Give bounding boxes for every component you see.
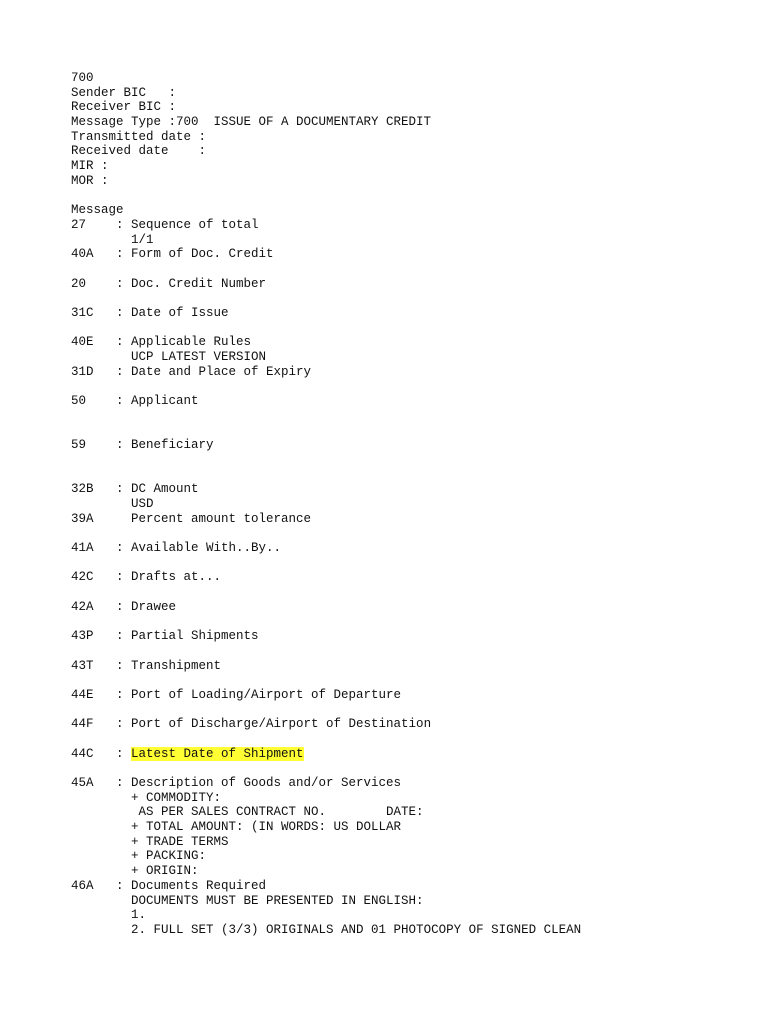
field-27 xyxy=(71,218,751,233)
goods-line xyxy=(71,791,751,806)
transmitted-date-line: Transmitted date : xyxy=(71,129,207,144)
field-40e xyxy=(71,335,751,350)
field-44e xyxy=(71,688,751,703)
received-date-line: Received date : xyxy=(71,144,207,159)
field-tag: 46A : xyxy=(71,878,132,893)
goods-text: AS PER SALES CONTRACT NO. DATE: xyxy=(131,805,424,820)
field-label: Form of Doc. Credit xyxy=(131,247,274,262)
documents-line xyxy=(71,894,751,909)
documents-line xyxy=(71,908,751,923)
field-label: Transhipment xyxy=(131,658,222,673)
message-heading: Message xyxy=(71,203,124,218)
goods-text: + PACKING: xyxy=(131,849,207,864)
field-label: Drawee xyxy=(131,599,177,614)
spacer xyxy=(71,526,751,541)
goods-text: + ORIGIN: xyxy=(131,864,199,879)
field-tag: 41A : xyxy=(71,541,132,555)
spacer xyxy=(71,409,751,424)
spacer xyxy=(71,189,751,204)
field-label: Available With..By.. xyxy=(131,541,282,555)
swift-mt700-document xyxy=(71,71,751,938)
field-32b-value xyxy=(71,497,751,512)
field-tag: 39A xyxy=(71,511,132,526)
spacer xyxy=(71,321,751,336)
goods-line xyxy=(71,849,751,864)
spacer xyxy=(71,614,751,629)
spacer xyxy=(71,424,751,439)
field-40e-value xyxy=(71,350,751,365)
field-tag: 40E : xyxy=(71,335,132,350)
field-44f xyxy=(71,717,751,732)
field-42c xyxy=(71,570,751,585)
field-32b xyxy=(71,482,751,497)
spacer xyxy=(71,262,751,277)
sender-bic-line: Sender BIC : xyxy=(71,85,177,100)
spacer xyxy=(71,453,751,468)
field-tag: 20 : xyxy=(71,276,132,291)
field-value: UCP LATEST VERSION xyxy=(131,350,267,365)
field-44c xyxy=(71,747,751,762)
mir-line: MIR : xyxy=(71,159,109,174)
field-41a xyxy=(71,541,751,556)
field-label: Date of Issue xyxy=(131,306,229,320)
spacer xyxy=(71,291,751,306)
message-type-line: Message Type :700 ISSUE OF A DOCUMENTARY CREDIT xyxy=(71,115,432,130)
field-label: Doc. Credit Number xyxy=(131,276,267,291)
spacer xyxy=(71,468,751,483)
goods-line xyxy=(71,820,751,835)
spacer xyxy=(71,585,751,600)
goods-line xyxy=(71,805,751,820)
spacer xyxy=(71,761,751,776)
spacer xyxy=(71,556,751,571)
goods-text: + TRADE TERMS xyxy=(131,834,229,849)
field-tag: 42C : xyxy=(71,570,132,585)
documents-text: 2. FULL SET (3/3) ORIGINALS AND 01 PHOTOCOPY OF SIGNED CLEAN xyxy=(131,922,582,937)
field-tag: 27 : xyxy=(71,217,132,232)
field-label: DC Amount xyxy=(131,482,199,497)
goods-line xyxy=(71,835,751,850)
field-label: Sequence of total xyxy=(131,217,259,232)
field-tag: 31C : xyxy=(71,306,132,320)
field-label: Partial Shipments xyxy=(131,629,259,644)
receiver-bic-line: Receiver BIC : xyxy=(71,100,177,115)
message-code: 700 xyxy=(71,71,94,85)
field-46a xyxy=(71,879,751,894)
field-value: USD xyxy=(131,496,154,511)
highlighted-label: Latest Date of Shipment xyxy=(131,746,304,761)
field-tag: 44C : xyxy=(71,746,132,761)
field-label: Port of Loading/Airport of Departure xyxy=(131,687,402,702)
spacer xyxy=(71,703,751,718)
field-label: Date and Place of Expiry xyxy=(131,364,312,379)
field-label: Port of Discharge/Airport of Destination xyxy=(131,717,432,732)
field-label: Documents Required xyxy=(131,878,267,893)
goods-text: + TOTAL AMOUNT: (IN WORDS: US DOLLAR xyxy=(131,820,402,835)
spacer xyxy=(71,732,751,747)
field-tag: 50 : xyxy=(71,394,132,409)
spacer xyxy=(71,379,751,394)
field-43p xyxy=(71,629,751,644)
field-31d xyxy=(71,365,751,380)
field-31c xyxy=(71,306,751,321)
field-tag: 44E : xyxy=(71,687,132,702)
field-27-value xyxy=(71,233,751,248)
field-label: Applicant xyxy=(131,394,199,409)
field-tag: 44F : xyxy=(71,717,132,732)
field-tag: 43T : xyxy=(71,658,132,673)
field-39a xyxy=(71,512,751,527)
goods-line xyxy=(71,864,751,879)
documents-text: 1. xyxy=(131,908,147,923)
field-tag: 31D : xyxy=(71,364,132,379)
field-label: Drafts at... xyxy=(131,570,222,585)
field-40a xyxy=(71,247,751,262)
field-42a xyxy=(71,600,751,615)
mor-line: MOR : xyxy=(71,173,109,188)
field-label: Beneficiary xyxy=(131,438,214,453)
field-tag: 42A : xyxy=(71,599,132,614)
field-tag: 40A : xyxy=(71,247,132,262)
field-50 xyxy=(71,394,751,409)
documents-text: DOCUMENTS MUST BE PRESENTED IN ENGLISH: xyxy=(131,893,424,908)
field-tag: 43P : xyxy=(71,629,132,644)
field-label: Percent amount tolerance xyxy=(131,511,312,526)
field-tag: 59 : xyxy=(71,438,132,453)
field-43t xyxy=(71,659,751,674)
field-value: 1/1 xyxy=(131,232,154,247)
field-tag: 45A : xyxy=(71,776,132,790)
field-20 xyxy=(71,277,751,292)
documents-line xyxy=(71,923,751,938)
goods-text: + COMMODITY: xyxy=(131,790,222,805)
field-tag: 32B : xyxy=(71,482,132,497)
spacer xyxy=(71,644,751,659)
field-59 xyxy=(71,438,751,453)
field-label: Applicable Rules xyxy=(131,335,252,350)
spacer xyxy=(71,673,751,688)
field-label: Description of Goods and/or Services xyxy=(131,776,402,790)
field-45a xyxy=(71,776,751,791)
